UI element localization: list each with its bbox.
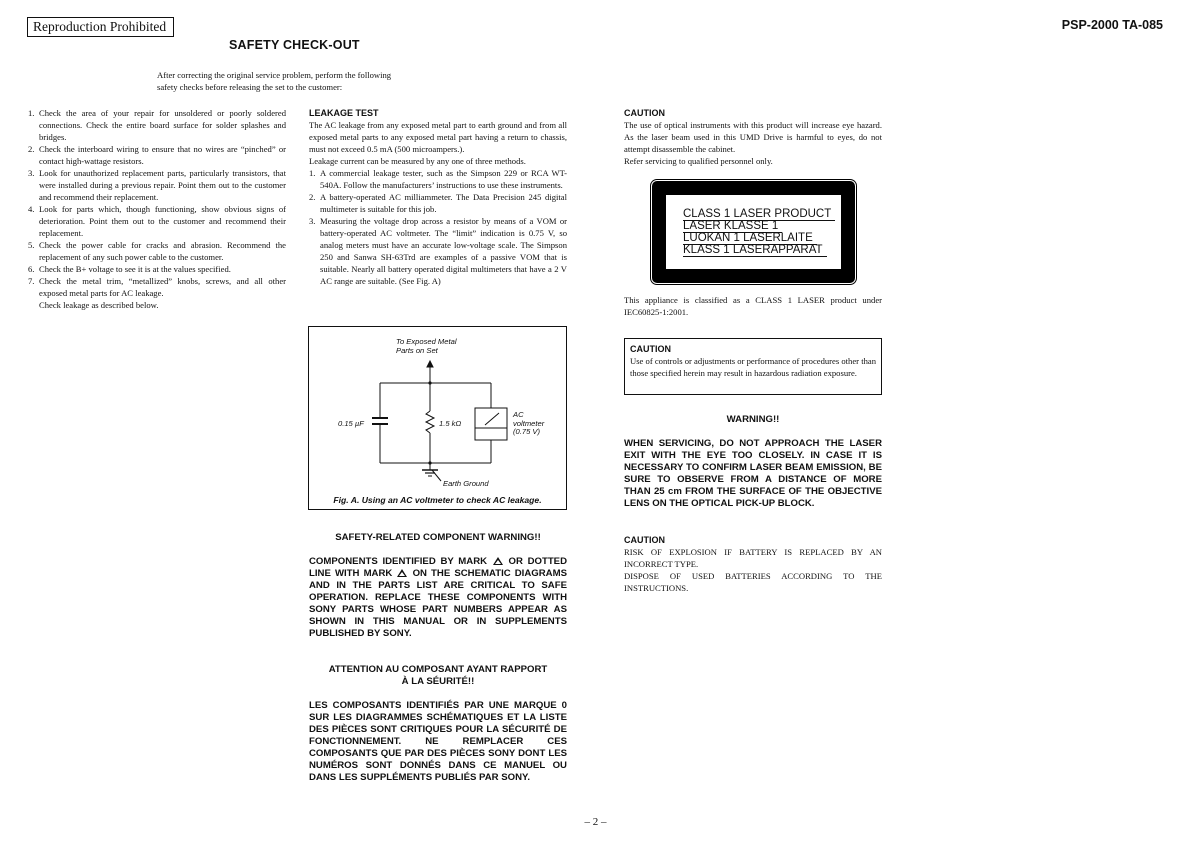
caution-optical-section (624, 107, 882, 167)
attention-body: LES COMPOSANTS IDENTIFIÉS PAR UNE MARQUE 0 SUR LES DIAGRAMMES SCHÉMATIQUES ET LA LISTE DES PIÈCES SONT CRITIQUES POUR LA SÉCURITÉ DE FONCTIONNEMENT. NE REMPLACER CES COMPOSANTS QUE PAR DES PIÈCES SONY DONT LES NUMÉROS SONT DONNÉS DANS CE MANUEL OU DANS LES SUPPLÉMENTS PUBLIÉS PAR SONY. (309, 700, 567, 783)
laser-label-line: LUOKAN 1 LASERLAITE (683, 232, 817, 245)
reproduction-prohibited-label: Reproduction Prohibited (27, 17, 174, 37)
caution-battery-body: RISK OF EXPLOSION IF BATTERY IS REPLACED BY AN INCORRECT TYPE. DISPOSE OF USED BATTERIES ACCORDING TO THE INSTRUCTIONS. (624, 547, 882, 593)
leakage-para-2: Leakage current can be measured by any one of three methods. (309, 156, 526, 166)
voltmeter-symbol (475, 408, 507, 440)
resistor-label: 1.5 kΩ (439, 419, 462, 428)
capacitor-label: 0.15 µF (338, 419, 364, 428)
checklist-item: 2. Check the interboard wiring to ensure that no wires are “pinched” or contact high-wattage resistors. (28, 144, 286, 166)
warning-triangle-icon (493, 557, 503, 565)
checklist-item: 6. Check the B+ voltage to see it is at the values specified. (28, 264, 231, 274)
safety-warning-title: SAFETY-RELATED COMPONENT WARNING!! (335, 532, 541, 543)
intro-text (157, 69, 447, 93)
method-item: 2. A battery-operated AC milliammeter. The Data Precision 245 digital multimeter is suitable for this job. (309, 192, 567, 214)
checklist-item: 7. Check the metal trim, “metallized” knobs, screws, and all other exposed metal parts for AC leakage. Check leakage as described below. (28, 276, 286, 310)
caution-battery-title: CAUTION (624, 535, 665, 545)
safety-checklist (28, 107, 286, 311)
page-title: SAFETY CHECK-OUT (229, 38, 360, 52)
caution-controls-body: Use of controls or adjustments or performance of procedures other than those specified herein may result in hazardous radiation exposure. (630, 356, 876, 378)
page-number: – 2 – (584, 816, 607, 828)
laser-label-line: KLASS 1 LASERAPPARAT (683, 244, 827, 257)
laser-label-line: LASER KLASSE 1 (683, 220, 782, 233)
leakage-test-title: LEAKAGE TEST (309, 108, 379, 118)
laser-classification-text: This appliance is classified as a CLASS 1 LASER product under IEC60825-1:2001. (624, 295, 882, 317)
method-item: 1. A commercial leakage tester, such as the Simpson 229 or RCA WT-540A. Follow the manufacturers’ instructions to use these instruments. (309, 168, 567, 190)
resistor-symbol (426, 411, 434, 433)
leakage-circuit-figure (308, 326, 567, 510)
caution-battery-section (624, 534, 882, 594)
probe-label: To Exposed Metal Parts on Set (396, 337, 457, 355)
checklist-item: 5. Check the power cable for cracks and abrasion. Recommend the replacement of any such power cable to the customer. (28, 240, 286, 262)
warning-triangle-icon (397, 569, 407, 577)
safety-warning-body: COMPONENTS IDENTIFIED BY MARK OR DOTTED LINE WITH MARK ON THE SCHEMATIC DIAGRAMS AND IN THE PARTS LIST ARE CRITICAL TO SAFE OPERATION. REPLACE THESE COMPONENTS WITH SONY PARTS WHOSE PART NUMBERS APPEAR AS SHOWN IN THIS MANUAL OR IN SUPPLEMENTS PUBLISHED BY SONY. (309, 556, 568, 639)
leakage-para-1: The AC leakage from any exposed metal part to earth ground and from all exposed metal parts to any exposed metal part having a return to chassis, must not exceed 0.5 mA (500 microampers.). (309, 120, 567, 154)
figure-caption: Fig. A. Using an AC voltmeter to check AC leakage. (333, 495, 542, 505)
attention-title: ATTENTION AU COMPOSANT AYANT RAPPORT À LA SÉURITÉ!! (328, 664, 548, 687)
caution-optical-body: The use of optical instruments with this product will increase eye hazard. As the laser beam used in this UMD Drive is harmful to eyes, do not attempt disassemble the cabinet. Refer servicing to qualified personnel only. (624, 120, 882, 166)
warning-servicing-title: WARNING!! (726, 414, 780, 425)
probe-arrow (427, 361, 433, 367)
intro-line-2: safety checks before releasing the set to the customer: (157, 82, 343, 92)
laser-label-line: CLASS 1 LASER PRODUCT (683, 208, 835, 221)
voltmeter-label: AC voltmeter (0.75 V) (513, 410, 545, 436)
caution-optical-title: CAUTION (624, 108, 665, 118)
intro-line-1: After correcting the original service problem, perform the following (157, 70, 392, 80)
caution-controls-box (624, 338, 882, 395)
model-code: PSP-2000 TA-085 (1061, 18, 1163, 32)
method-item: 3. Measuring the voltage drop across a resistor by means of a VOM or battery-operated AC voltmeter. The “limit” indication is 0.75 V, so analog meters must have an accurate low-voltage scale. The Simpson 250 and Sanwa SH-63Trd are examples of a passive VOM that is suitable. Nearly all battery operated digital multimeters that have a 2 V AC range are suitable. (See Fig. A) (309, 216, 567, 286)
checklist-item: 4. Look for parts which, though functioning, show obvious signs of deterioration. Point them out to the customer and recommend their replacement. (28, 204, 286, 238)
warning-servicing-body: WHEN SERVICING, DO NOT APPROACH THE LASER EXIT WITH THE EYE TOO CLOSELY. IN CASE IT IS NECESSARY TO CONFIRM LASER BEAM EMISSION, BE SURE TO OBSERVE FROM A DISTANCE OF MORE THAN 25 cm FROM THE SURFACE OF THE OBJECTIVE LENS ON THE OPTICAL PICK-UP BLOCK. (624, 438, 882, 509)
leakage-test-section (309, 107, 567, 287)
caution-controls-title: CAUTION (630, 344, 671, 354)
checklist-item: 1. Check the area of your repair for unsoldered or poorly soldered connections. Check the entire board surface for solder splashes and bridges. (28, 108, 286, 142)
laser-class-label (652, 181, 855, 283)
ground-label: Earth Ground (443, 479, 489, 488)
checklist-item: 3. Look for unauthorized replacement parts, particularly transistors, that were installed during a previous repair. Point them out to the customer and recommend their replacement. (28, 168, 286, 202)
